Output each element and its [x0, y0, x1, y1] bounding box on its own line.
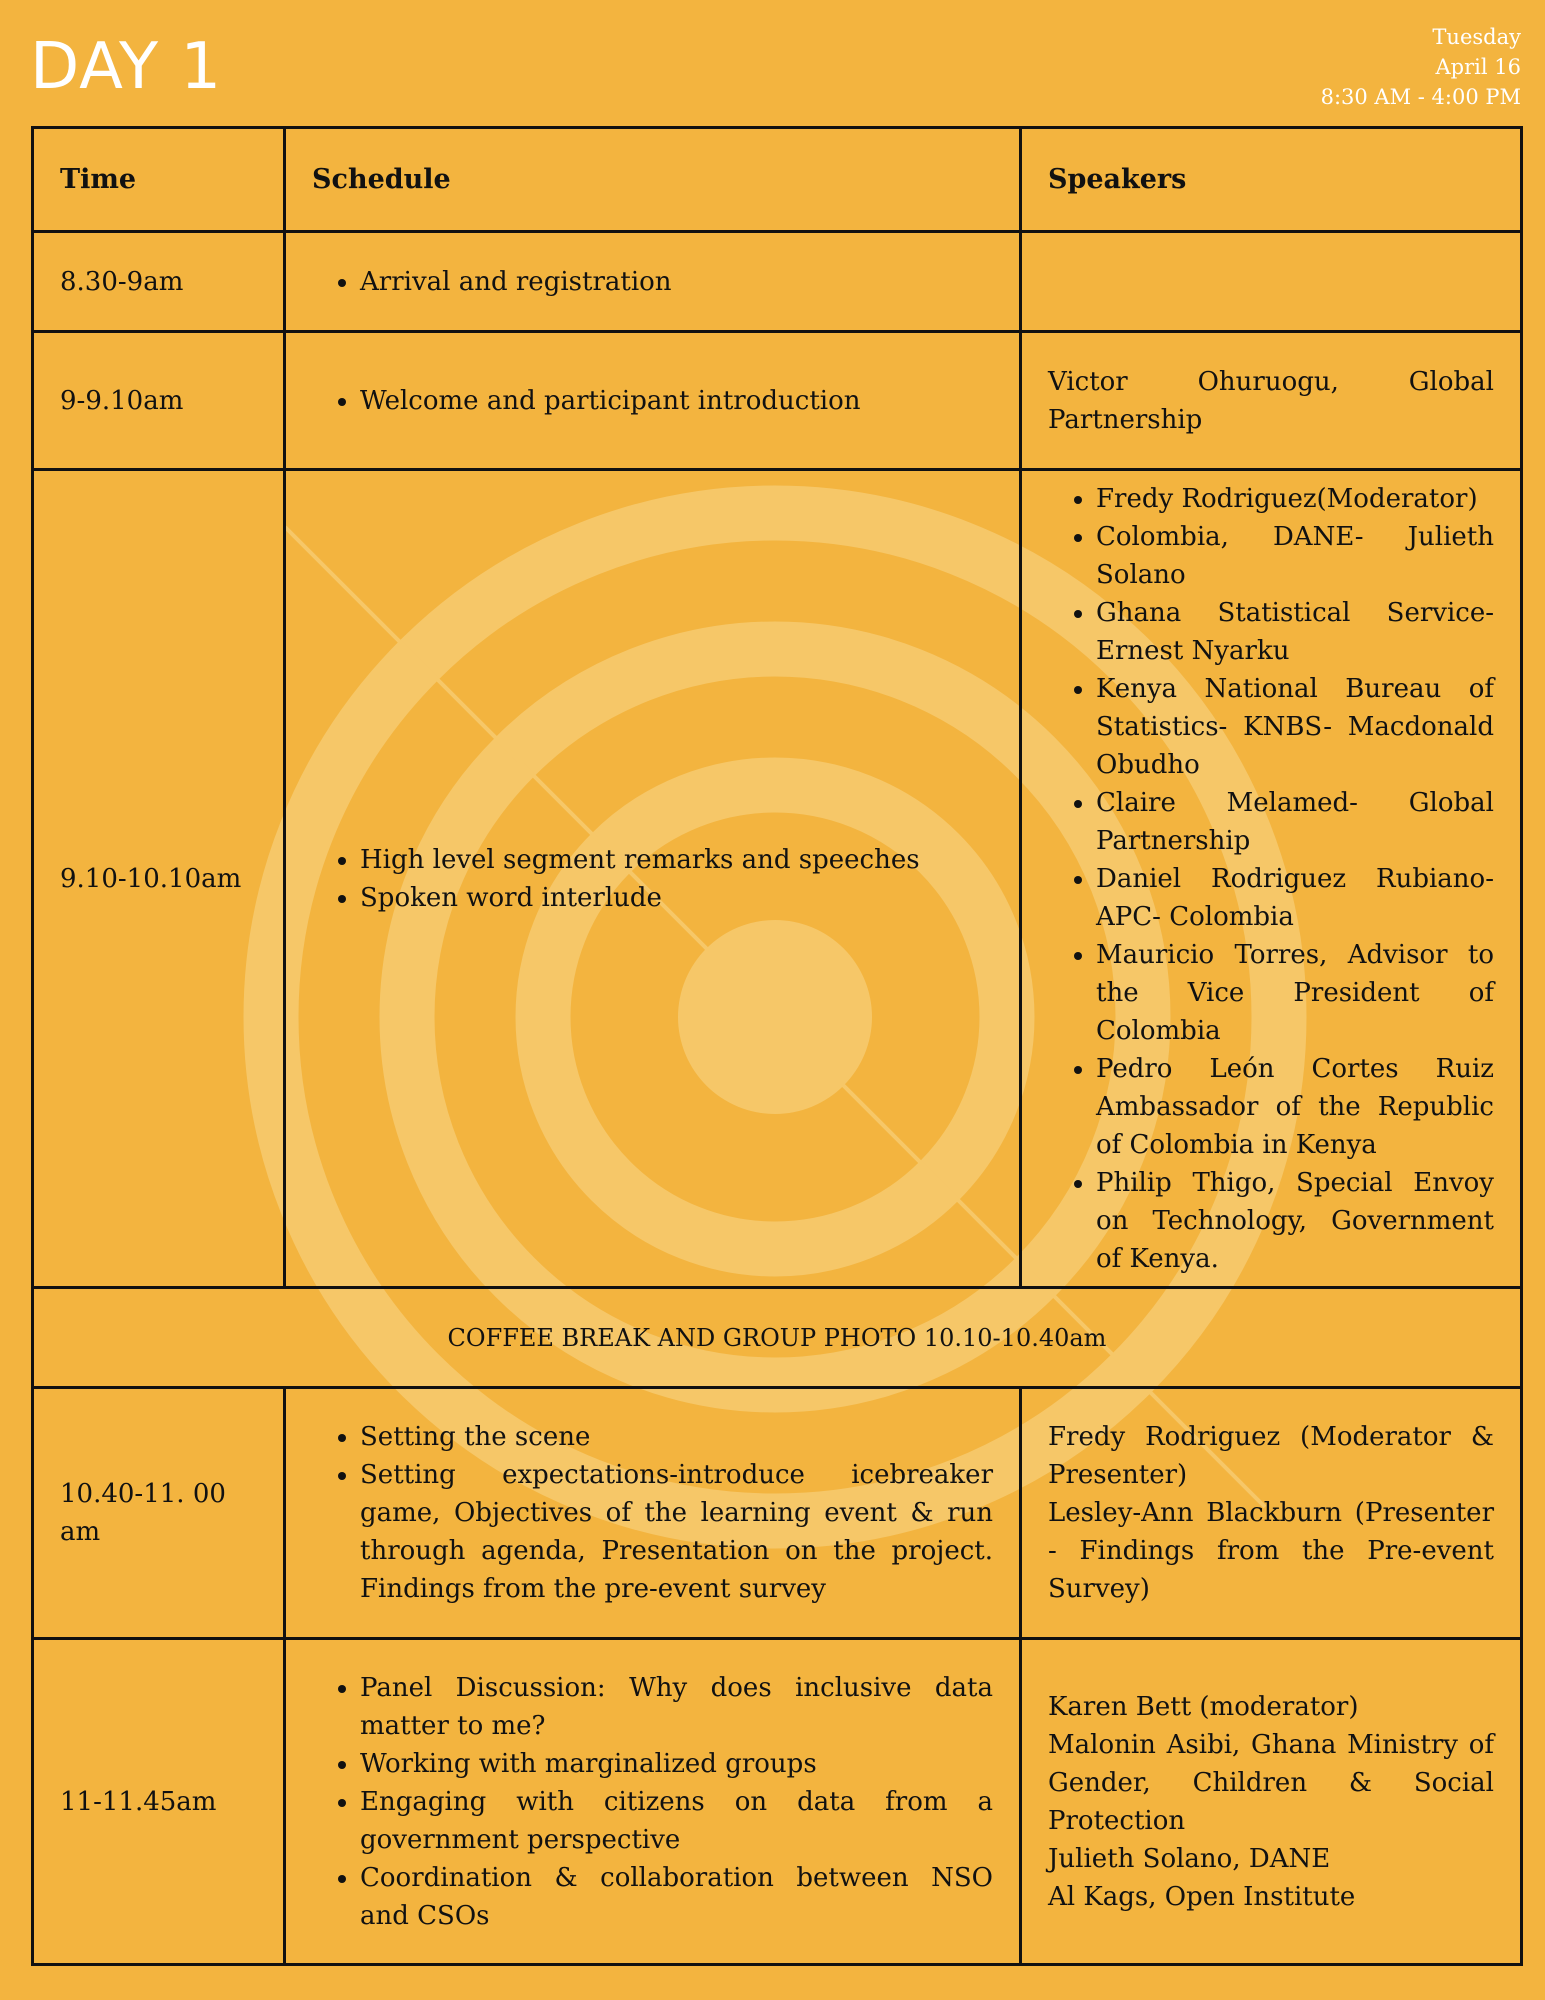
table-row — [33, 332, 1522, 470]
event-weekday: Tuesday — [1432, 25, 1521, 49]
speaker: Malonin Asibi, Ghana Ministry of Gender, Children & Social Protection — [1048, 1729, 1494, 1836]
table-row — [33, 1388, 1522, 1639]
speaker: Julieth Solano, DANE — [1048, 1843, 1331, 1874]
schedule-item: • High level segment remarks and speeches — [360, 841, 993, 879]
table-row — [33, 470, 1522, 1288]
speaker: • Claire Melamed- Global Partnership — [1096, 784, 1494, 860]
speaker: • Ghana Statistical Service- Ernest Nyarku — [1096, 594, 1494, 670]
table-header-row — [33, 128, 1522, 232]
speaker: • Colombia, DANE- Julieth Solano — [1096, 518, 1494, 594]
speaker: • Mauricio Torres, Advisor to the Vice President of Colombia — [1096, 936, 1494, 1050]
event-date — [1321, 22, 1521, 112]
column-header-time: Time — [33, 128, 285, 232]
table-row — [33, 1639, 1522, 1965]
speaker: Karen Bett (moderator) — [1048, 1691, 1359, 1722]
schedule-item: • Panel Discussion: Why does inclusive data matter to me? — [360, 1669, 993, 1745]
speakers-cell — [1021, 232, 1522, 332]
time-cell: 11-11.45am — [33, 1639, 285, 1965]
schedule-cell — [285, 1639, 1021, 1965]
column-header-schedule: Schedule — [285, 128, 1021, 232]
speaker: • Pedro León Cortes Ruiz Ambassador of the Republic of Colombia in Kenya — [1096, 1050, 1494, 1164]
time-cell: 10.40-11. 00 am — [33, 1388, 285, 1639]
schedule-cell — [285, 1388, 1021, 1639]
speaker: Lesley-Ann Blackburn (Presenter - Findings from the Pre-event Survey) — [1048, 1498, 1494, 1604]
speaker: • Fredy Rodriguez(Moderator) — [1096, 480, 1494, 518]
time-cell: 9-9.10am — [33, 332, 285, 470]
speaker: Fredy Rodriguez (Moderator & Presenter) — [1048, 1422, 1494, 1490]
speaker: Victor Ohuruogu, Global Partnership — [1048, 366, 1494, 435]
page-title: DAY 1 — [30, 30, 223, 104]
schedule-item: • Setting expectations-introduce icebreaker game, Objectives of the learning event & run through agenda, Presentation on the project. Findings from the pre-event survey — [360, 1456, 993, 1608]
speaker: • Philip Thigo, Special Envoy on Technology, Government of Kenya. — [1096, 1164, 1494, 1278]
schedule-item: • Working with marginalized groups — [360, 1745, 993, 1783]
speaker: • Kenya National Bureau of Statistics- KNBS- Macdonald Obudho — [1096, 670, 1494, 784]
time-cell: 8.30-9am — [33, 232, 285, 332]
break-row — [33, 1288, 1522, 1388]
column-header-speakers: Speakers — [1021, 128, 1522, 232]
coffee-break-cell: COFFEE BREAK AND GROUP PHOTO 10.10-10.40am — [33, 1288, 1522, 1388]
table-row — [33, 232, 1522, 332]
event-hours: 8:30 AM - 4:00 PM — [1320, 85, 1521, 109]
schedule-item: • Spoken word interlude — [360, 879, 993, 917]
event-day: April 16 — [1435, 55, 1521, 79]
speakers-cell — [1021, 470, 1522, 1288]
agenda-table — [31, 126, 1523, 1966]
schedule-cell — [285, 232, 1021, 332]
schedule-item: • Coordination & collaboration between NSO and CSOs — [360, 1859, 993, 1935]
schedule-cell — [285, 470, 1021, 1288]
time-cell: 9.10-10.10am — [33, 470, 285, 1288]
schedule-cell — [285, 332, 1021, 470]
speakers-cell — [1021, 1639, 1522, 1965]
schedule-item: • Welcome and participant introduction — [360, 382, 993, 420]
speaker: Al Kags, Open Institute — [1048, 1881, 1356, 1912]
schedule-item: • Setting the scene — [360, 1418, 993, 1456]
schedule-item: • Engaging with citizens on data from a government perspective — [360, 1783, 993, 1859]
schedule-item: • Arrival and registration — [360, 263, 993, 301]
speakers-cell — [1021, 332, 1522, 470]
speaker: • Daniel Rodriguez Rubiano- APC- Colombia — [1096, 860, 1494, 936]
speakers-cell — [1021, 1388, 1522, 1639]
